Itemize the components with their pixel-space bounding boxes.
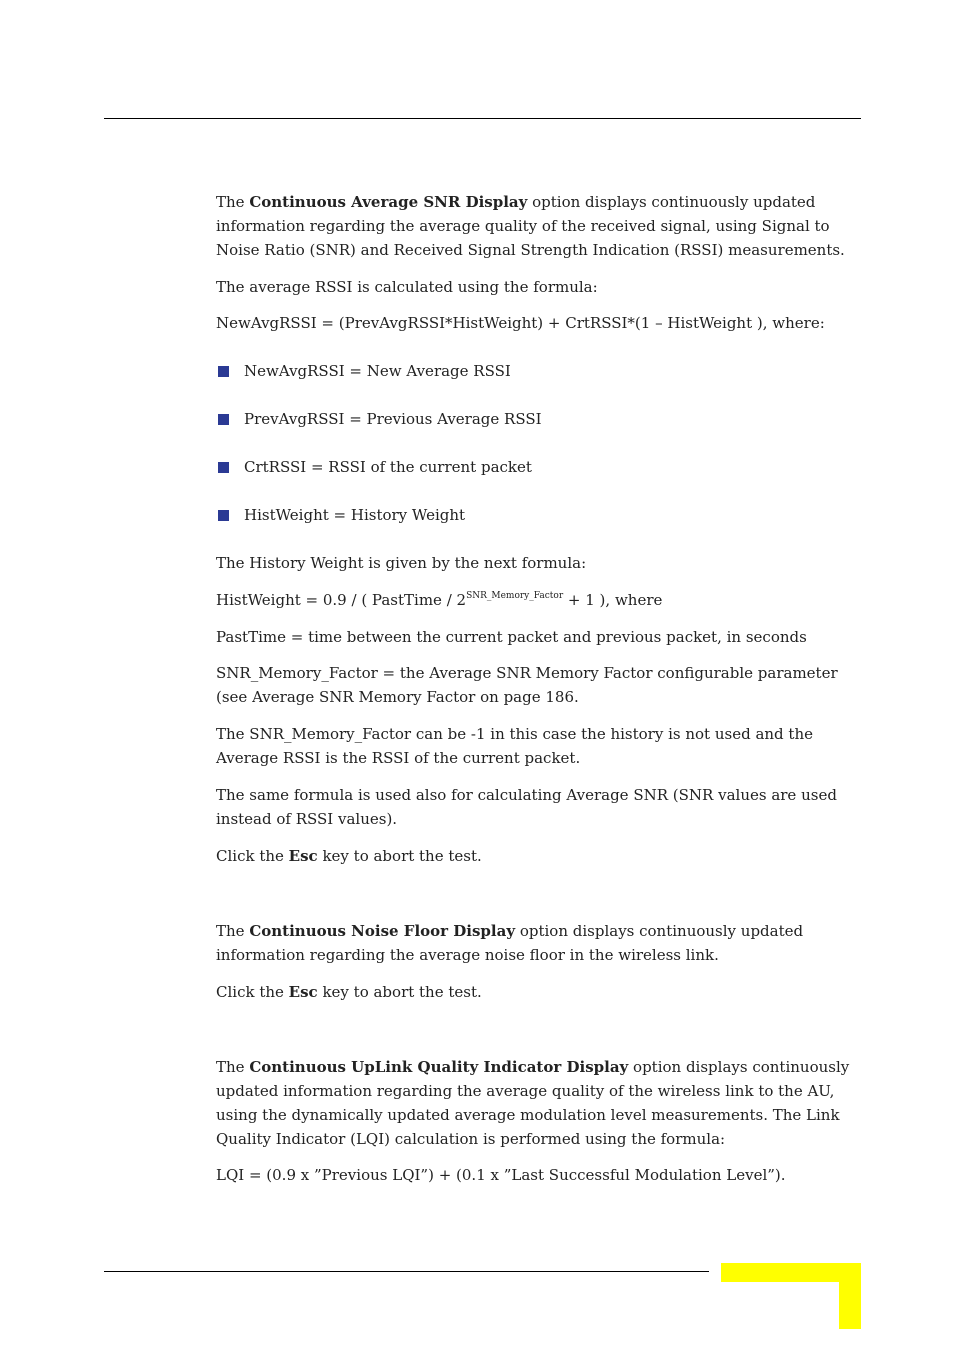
esc-instruction: Click the Esc key to abort the test.: [216, 983, 482, 1001]
esc-key: Esc: [288, 847, 318, 865]
uplink-quality-paragraph: The Continuous UpLink Quality Indicator Display option displays continuously updated information regarding the average quality of the wireless link to the AU, using the dynamically updated average modulation level measurements. The Link Quality Indicator (LQI) calculation is performed using the formula:: [216, 1058, 850, 1148]
footer-rule: [104, 1271, 709, 1272]
page-body: [216, 190, 861, 1187]
history-weight-intro: The History Weight is given by the next formula:: [216, 554, 587, 572]
uplink-quality-term: Continuous UpLink Quality Indicator Display: [249, 1058, 629, 1076]
rssi-formula: NewAvgRSSI = (PrevAvgRSSI*HistWeight) + CrtRSSI*(1 – HistWeight ), where:: [216, 314, 825, 332]
memory-factor-note: The SNR_Memory_Factor can be -1 in this case the history is not used and the Average RSSI is the RSSI of the current packet.: [216, 725, 813, 767]
bullet-square-icon: [218, 414, 229, 425]
bullet-square-icon: [218, 510, 229, 521]
history-weight-formula: HistWeight = 0.9 / ( PastTime / $2^{SNR\_Memory\_Factor} + 1$ ), where: [216, 591, 663, 609]
memory-factor-definition: SNR_Memory_Factor = the Average SNR Memory Factor configurable parameter (see Average SNR Memory Factor on page 186.: [216, 664, 838, 706]
bullet-item: PrevAvgRSSI = Previous Average RSSI: [216, 407, 861, 431]
bullet-item: CrtRSSI = RSSI of the current packet: [216, 455, 861, 479]
esc-instruction: Click the Esc key to abort the test.: [216, 847, 482, 865]
snr-formula-note: The same formula is used also for calculating Average SNR (SNR values are used instead of RSSI values).: [216, 786, 837, 828]
bullet-square-icon: [218, 366, 229, 377]
pasttime-definition: PastTime = time between the current packet and previous packet, in seconds: [216, 628, 807, 646]
bullet-square-icon: [218, 462, 229, 473]
snr-display-term: Continuous Average SNR Display: [249, 193, 528, 211]
bullet-item: HistWeight = History Weight: [216, 503, 861, 527]
rssi-formula-intro: The average RSSI is calculated using the formula:: [216, 278, 598, 296]
bullet-item: NewAvgRSSI = New Average RSSI: [216, 359, 861, 383]
noise-floor-paragraph: The Continuous Noise Floor Display option displays continuously updated information regarding the average noise floor in the wireless link.: [216, 922, 804, 964]
page-tab: [839, 1263, 861, 1329]
snr-intro-paragraph: The Continuous Average SNR Display option displays continuously updated information regarding the average quality of the received signal, using Signal to Noise Ratio (SNR) and Received Signal Strength Indication (RSSI) measurements.: [216, 193, 845, 259]
noise-floor-term: Continuous Noise Floor Display: [249, 922, 516, 940]
esc-key: Esc: [288, 983, 318, 1001]
exponent: SNR_Memory_Factor: [466, 591, 564, 601]
header-rule: [104, 118, 861, 119]
lqi-formula: LQI = (0.9 x ”Previous LQI”) + (0.1 x ”Last Successful Modulation Level”).: [216, 1166, 786, 1184]
